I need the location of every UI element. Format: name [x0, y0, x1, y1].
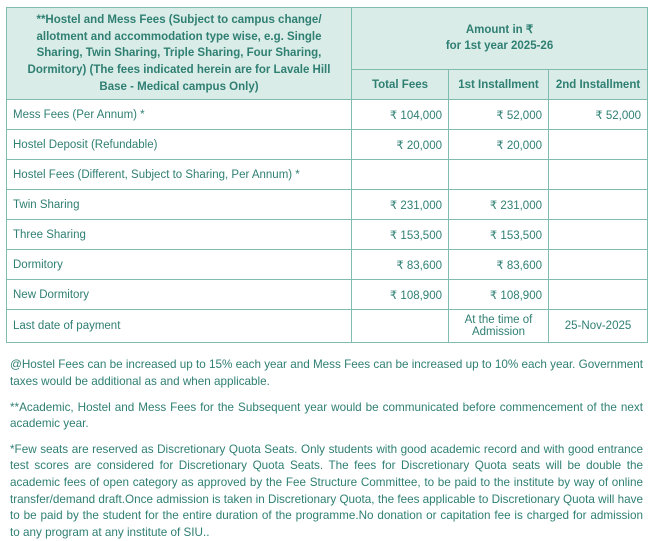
- table-body: [7, 100, 648, 343]
- table-row: [7, 130, 648, 160]
- amount-header-line1: Amount in ₹: [465, 23, 534, 36]
- row-label: Hostel Deposit (Refundable): [7, 130, 352, 160]
- footnotes: [6, 357, 647, 541]
- table-row: [7, 280, 648, 310]
- table-row: [7, 250, 648, 280]
- row-total-fees: ₹ 83,600: [352, 250, 449, 280]
- table-row: [7, 220, 648, 250]
- table-header: [7, 8, 648, 100]
- amount-header: [352, 8, 648, 70]
- row-total-fees: ₹ 20,000: [352, 130, 449, 160]
- row-first-installment: [449, 160, 549, 190]
- row-second-installment: ₹ 52,000: [549, 100, 648, 130]
- row-label: Dormitory: [7, 250, 352, 280]
- row-first-installment: ₹ 52,000: [449, 100, 549, 130]
- row-total-fees: [352, 160, 449, 190]
- row-second-installment: [549, 130, 648, 160]
- row-label: Twin Sharing: [7, 190, 352, 220]
- amount-header-line2: for 1st year 2025-26: [445, 40, 554, 53]
- row-second-installment: 25-Nov-2025: [549, 310, 648, 343]
- hostel-mess-fees-table: [6, 7, 648, 343]
- footnote-hostel-increase: @Hostel Fees can be increased up to 15% each year and Mess Fees can be increased up to 10% each year. Government taxes would be additional as and when applicable.: [10, 358, 643, 388]
- row-first-installment: ₹ 20,000: [449, 130, 549, 160]
- row-total-fees: [352, 310, 449, 343]
- row-second-installment: [549, 220, 648, 250]
- row-first-installment: ₹ 231,000: [449, 190, 549, 220]
- row-total-fees: ₹ 153,500: [352, 220, 449, 250]
- row-second-installment: [549, 280, 648, 310]
- row-label: Mess Fees (Per Annum) *: [7, 100, 352, 130]
- row-label: New Dormitory: [7, 280, 352, 310]
- row-second-installment: [549, 250, 648, 280]
- row-label: Three Sharing: [7, 220, 352, 250]
- row-second-installment: [549, 160, 648, 190]
- row-label: Hostel Fees (Different, Subject to Sharing, Per Annum) *: [7, 160, 352, 190]
- row-total-fees: ₹ 231,000: [352, 190, 449, 220]
- column-header-second-installment: 2nd Installment: [549, 69, 648, 100]
- table-row: [7, 160, 648, 190]
- row-total-fees: ₹ 104,000: [352, 100, 449, 130]
- table-row-last-date: [7, 310, 648, 343]
- column-header-first-installment: 1st Installment: [449, 69, 549, 100]
- row-first-installment: ₹ 83,600: [449, 250, 549, 280]
- row-label: Last date of payment: [7, 310, 352, 343]
- row-total-fees: ₹ 108,900: [352, 280, 449, 310]
- fees-title-header: **Hostel and Mess Fees (Subject to campus change/ allotment and accommodation type wise, e.g. Single Sharing, Twin Sharing, Triple Sharing, Four Sharing, Dormitory) (The fees indicated herein are for Lavale Hill Base - Medical campus Only): [7, 8, 352, 100]
- table-row: [7, 100, 648, 130]
- row-first-installment: ₹ 108,900: [449, 280, 549, 310]
- footnote-discretionary-quota: *Few seats are reserved as Discretionary Quota Seats. Only students with good academic record and with good entrance test scores are considered for Discretionary Quota Seats. The fees for Discretionary Quota seats will be double the academic fees of open category as approved by the Fee Structure Committee, to be paid to the institute by way of online transfer/demand draft.Once admission is taken in Discretionary Quota, the fees applicable to Discretionary Quota will have to be paid by the student for the entire duration of the programme.No donation or capitation fee is charged for admission to any program at any institute of SIU..: [10, 442, 643, 539]
- table-row: [7, 190, 648, 220]
- header-row-top: [7, 8, 648, 70]
- footnote-subsequent-year: **Academic, Hostel and Mess Fees for the Subsequent year would be communicated before commencement of the next academic year.: [10, 400, 643, 431]
- row-second-installment: [549, 190, 648, 220]
- column-header-total-fees: Total Fees: [352, 69, 449, 100]
- row-first-installment: At the time of Admission: [449, 310, 549, 343]
- row-first-installment: ₹ 153,500: [449, 220, 549, 250]
